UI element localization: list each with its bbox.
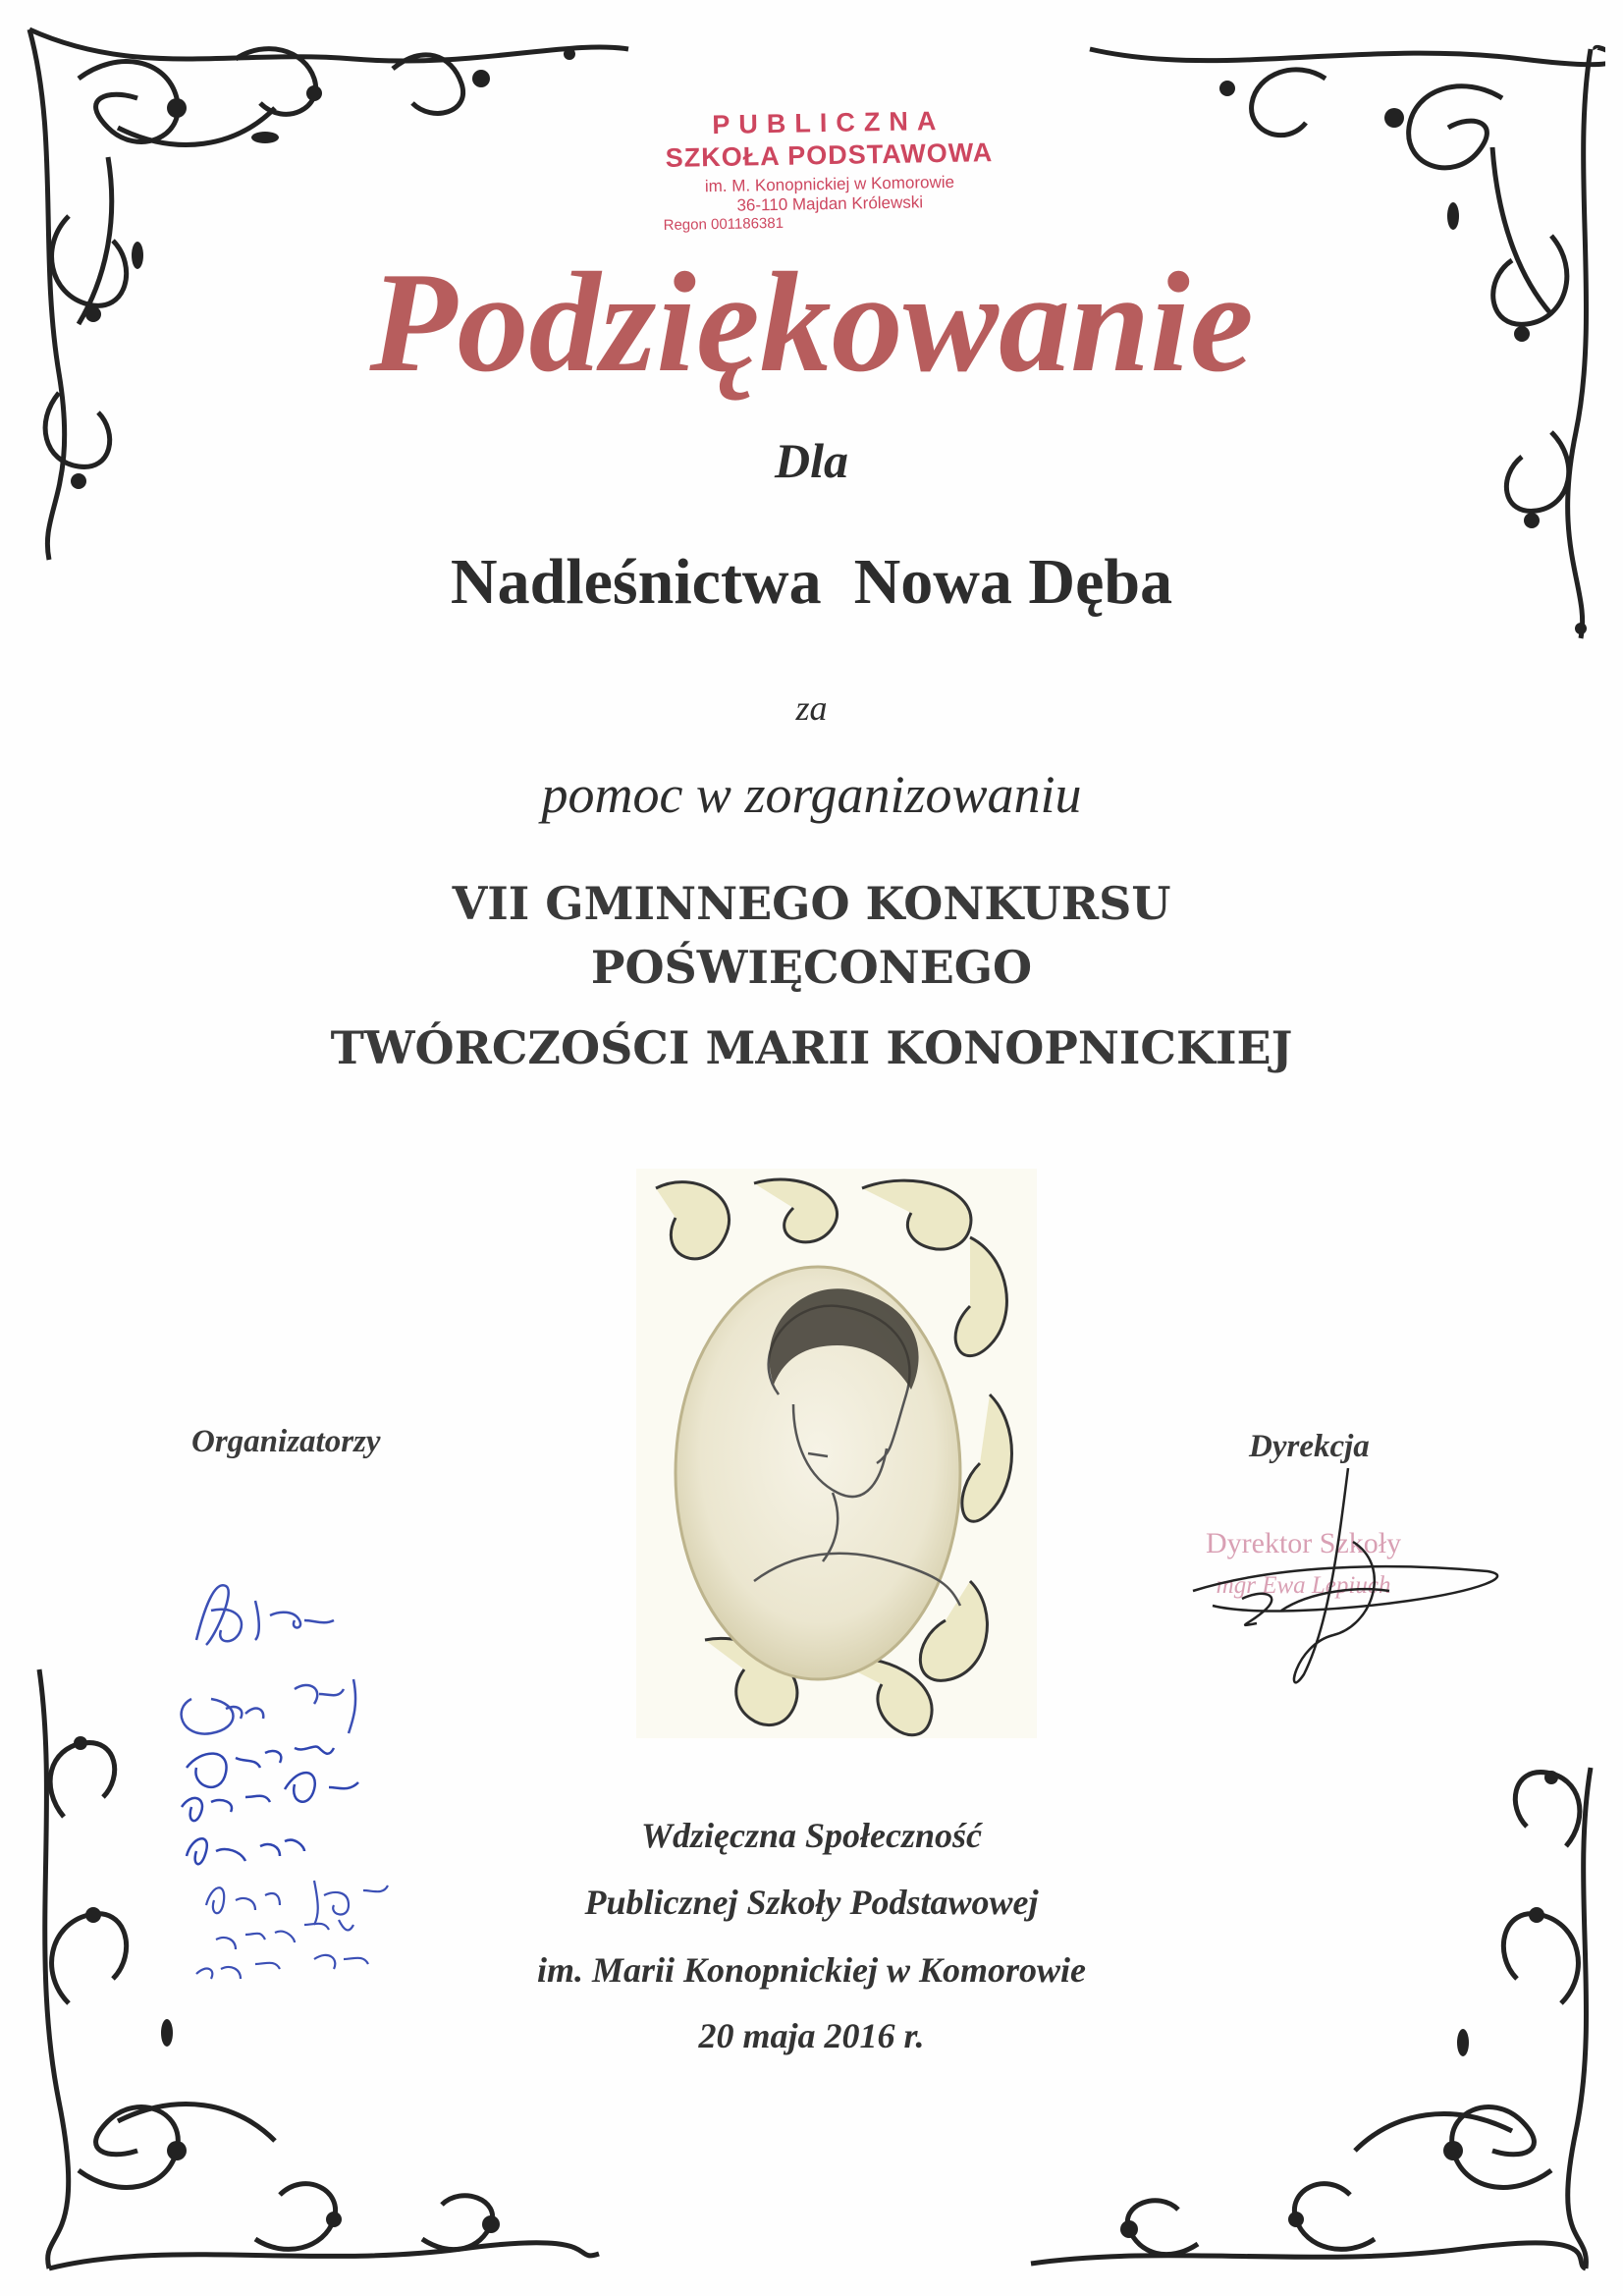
certificate-title: Podziękowanie xyxy=(369,243,1254,402)
event-line-2: POŚWIĘCONEGO xyxy=(590,941,1033,994)
event-line-3: TWÓRCZOŚCI MARII KONOPNICKIEJ xyxy=(330,1021,1293,1074)
za-label: za xyxy=(795,688,828,728)
director-stamp-title: Dyrektor Szkoły xyxy=(1206,1527,1402,1559)
stamp-line-4: 36-110 Majdan Królewski xyxy=(736,192,924,215)
director-signature xyxy=(1173,1453,1517,1709)
recipient-name: Nadleśnictwa Nowa Dęba xyxy=(450,546,1173,618)
stamp-line-3: im. M. Konopnickiej w Komorowie xyxy=(704,172,955,196)
director-stamp-name: mgr Ewa Lepiuch xyxy=(1216,1572,1391,1599)
dla-label: Dla xyxy=(775,433,848,488)
from-line-1: Wdzięczna Społeczność xyxy=(640,1816,982,1855)
certificate-date: 20 maja 2016 r. xyxy=(698,2016,925,2055)
stamp-line-5: Regon 001186381 xyxy=(663,214,784,234)
stamp-line-2: SZKOŁA PODSTAWOWA xyxy=(665,137,994,173)
from-line-2: Publicznej Szkoły Podstawowej xyxy=(584,1883,1039,1922)
reason-text: pomoc w zorganizowaniu xyxy=(541,765,1082,824)
portrait-image xyxy=(636,1169,1037,1738)
stamp-line-1: PUBLICZNA xyxy=(712,105,946,140)
management-label: Dyrekcja xyxy=(1249,1429,1370,1464)
organizers-label: Organizatorzy xyxy=(191,1424,381,1459)
from-line-3: im. Marii Konopnickiej w Komorowie xyxy=(536,1950,1087,1990)
event-line-1: VII GMINNEGO KONKURSU xyxy=(452,877,1171,930)
